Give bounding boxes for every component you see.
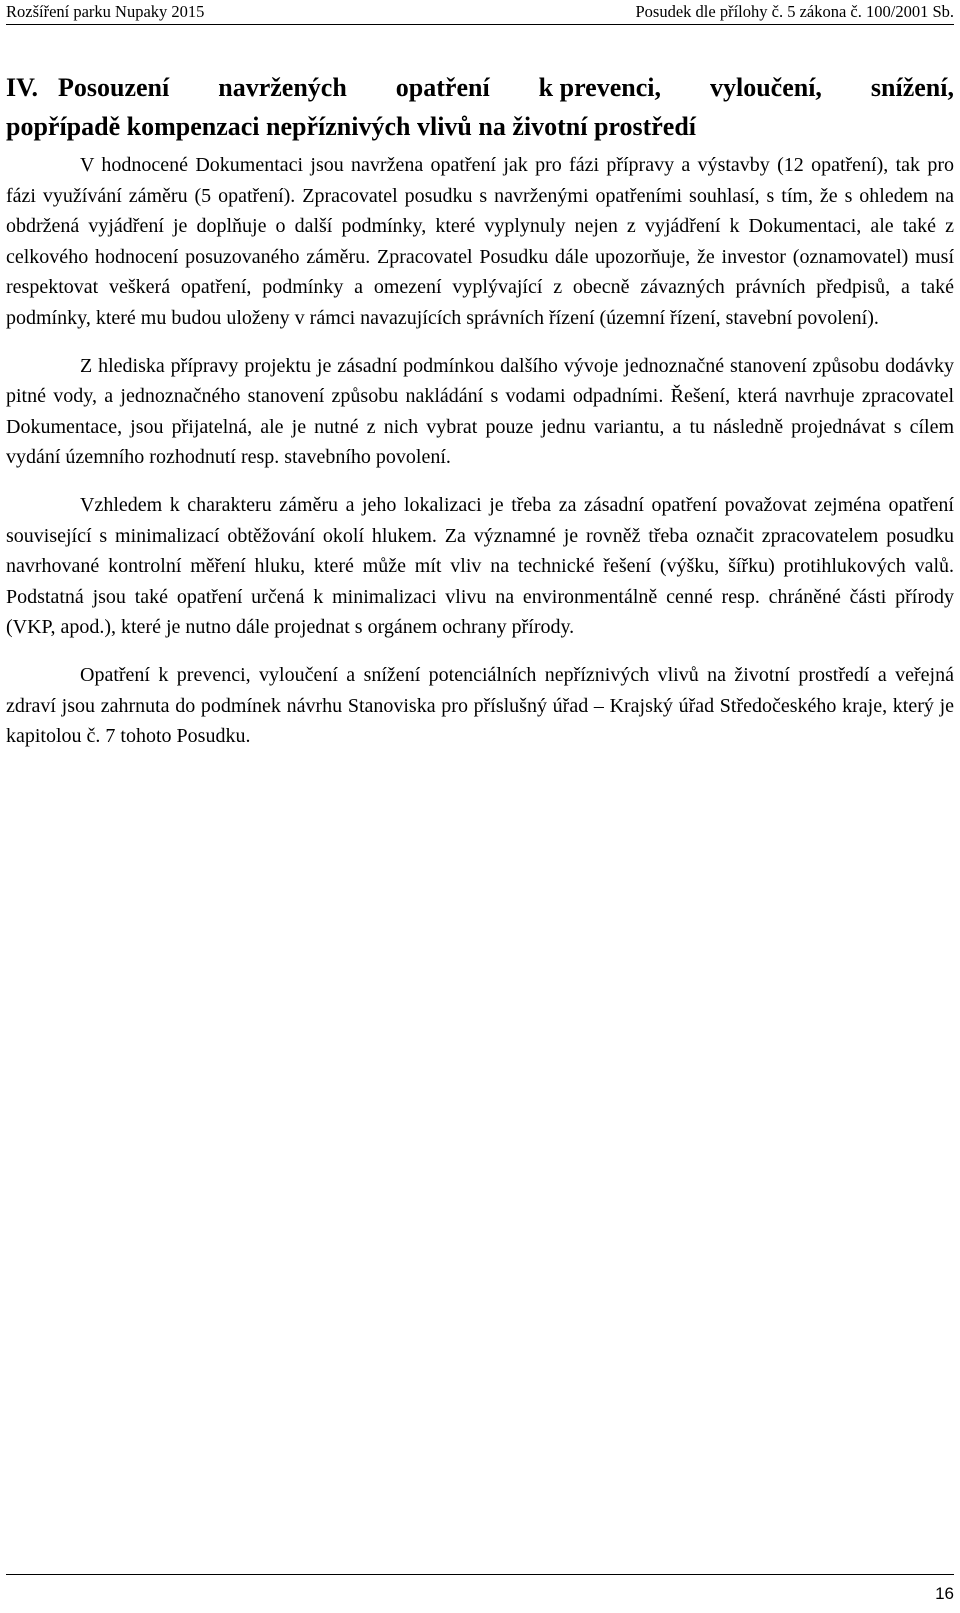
paragraph-project-preparation: Z hlediska přípravy projektu je zásadní podmínkou dalšího vývoje jednoznačné stanovení způsobu dodávky pitné vody, a jednoznačného stanovení způsobu nakládání s vodami odpadními. Řešení, která navrhuje zpracovatel Dokumentace, jsou přijatelná, ale je nutné z nich vybrat pouze jednu variantu, a tu následně projednávat s cílem vydání územního rozhodnutí resp. stavebního povolení. [6, 354, 954, 469]
heading-word: k prevenci, [538, 73, 661, 102]
heading-word: navržených [218, 73, 347, 102]
heading-word: vyloučení, [709, 73, 822, 102]
section-number: IV. [6, 73, 39, 102]
section-heading [6, 68, 954, 146]
heading-word: opatření [395, 73, 490, 102]
header-document-title: Rozšíření parku Nupaky 2015 [6, 2, 205, 21]
paragraph-conclusion: Opatření k prevenci, vyloučení a snížení potenciálních nepříznivých vlivů na životní prostředí a veřejná zdraví jsou zahrnuta do podmínek návrhu Stanoviska pro příslušný úřad – Krajský úřad Středočeského kraje, který je kapitolou č. 7 tohoto Posudku. [6, 663, 954, 748]
paragraph-measures-overview: V hodnocené Dokumentaci jsou navržena opatření jak pro fázi přípravy a výstavby (12 opatření), tak pro fázi využívání záměru (5 opatření). Zpracovatel posudku s navrženými opatřeními souhlasí, s tím, že s ohledem na obdržená vyjádření je doplňuje o další podmínky, které vyplynuly nejen z vyjádření k Dokumentaci, ale také z celkového hodnocení posuzovaného záměru. Zpracovatel Posudku dále upozorňuje, že investor (oznamovatel) musí respektovat veškerá opatření, podmínky a omezení vyplývající z obecně závazných právních předpisů, a také podmínky, které mu budou uloženy v rámci navazujících správních řízení (územní řízení, stavební povolení). [6, 154, 954, 329]
page-footer [6, 1574, 954, 1605]
heading-word: snížení, [870, 73, 954, 102]
document-body [6, 68, 954, 752]
page-header [6, 2, 954, 25]
page-number: 16 [935, 1584, 954, 1603]
section-heading-line1 [6, 68, 954, 107]
header-legal-reference: Posudek dle přílohy č. 5 zákona č. 100/2001 Sb. [635, 2, 954, 21]
section-heading-line2: popřípadě kompenzaci nepříznivých vlivů na životní prostředí [6, 112, 697, 141]
heading-word: Posouzení [58, 73, 170, 102]
paragraph-noise-measures: Vzhledem k charakteru záměru a jeho lokalizaci je třeba za zásadní opatření považovat zejména opatření související s minimalizací obtěžování okolí hlukem. Za významné je rovněž třeba označit zpracovatelem posudku navrhované kontrolní měření hluku, které může mít vliv na technické řešení (výšku, šířku) protihlukových valů. Podstatná jsou také opatření určená k minimalizaci vlivu na environmentálně cenné resp. chráněné části přírody (VKP, apod.), které je nutno dále projednat s orgánem ochrany přírody. [6, 493, 954, 639]
